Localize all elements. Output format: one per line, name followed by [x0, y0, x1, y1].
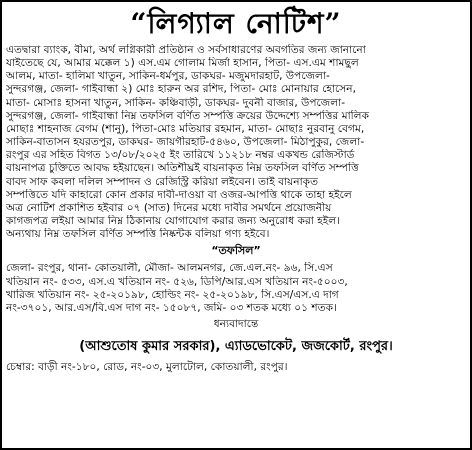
schedule-line: জেলা- রংপুর, থানা- কোতয়ালী, মৌজা- আলমনগর, জে.এল.নং- ৯৬, সি.এস — [6, 262, 333, 275]
body-line: কাগজপত্র লইয়া আমার নিম্ন ঠিকানায় যোগাযোগ করার জন্য অনুরোধ করা হইল। — [6, 215, 340, 228]
schedule-body — [6, 262, 466, 315]
notice-body — [6, 44, 466, 241]
title-row — [6, 4, 466, 44]
body-line: আলম, মাতা- হালিমা খাতুন, সাকিন-ধর্মপুর, ডাকঘর- মজুমদারহাট, উপজেলা- — [6, 70, 330, 83]
body-line: এতদ্বারা ব্যাংক, বীমা, অর্থ লগ্নিকারী প্রতিষ্ঠান ও সর্বসাধারণের অবগতির জন্য জানানো — [6, 44, 366, 56]
body-line: বাবদ সাফ কবলা দলিল সম্পাদন ও রেজিস্ট্রি করিয়া লইবেন। তাই বায়নাকৃত — [6, 175, 319, 188]
body-line: মোছাঃ শাহনাজ বেগম (শানু), পিতা-মোঃ মতিয়ার রহমান, মাতা- মোছাঃ নুরবানু বেগম, — [6, 122, 365, 135]
body-line: মাতা- মোসাঃ হাসনা খাতুন, সাকিন- কঞ্চিবাড়ী, ডাকঘর- দুবনী বাজার, উপজেলা- — [6, 96, 346, 109]
body-line: বায়নাপত্র চুক্তিতে আবদ্ধ হইয়াছেন। অতিশীঘ্রই বায়নাকৃত নিম্ন তফসিল বর্ণিত সম্পত্তি — [6, 162, 359, 175]
signature-line: (আশুতোষ কুমার সরকার), এ্যাডভোকেট, জজকোর্ট, রংপুর। — [79, 338, 393, 354]
schedule-line: খারিজ খতিয়ান নং- ২৫-২০১৯৮, হোল্ডিং নং- ২৫-২০১৯৮, সি.এস/এস.এ দাগ — [6, 288, 339, 301]
body-line: সাকিন-বাতাসন হযরতপুর, ডাকঘর- জায়গীরহাট-৫৪৬০, উপজেলা- মিঠাপুকুর, জেলা- — [6, 136, 365, 149]
notice-title: “লিগ্যাল নোটিশ” — [130, 7, 342, 40]
schedule-heading: “তফসিল” — [211, 244, 261, 258]
body-line: রংপুর এর সহিত বিগত ১৩/০৮/২০২৫ ইং তারিখে ১১২১৮ নম্বর একখন্ড রেজিস্টার্ড — [6, 149, 355, 162]
body-line: সুন্দরগঞ্জ, জেলা- গাইবান্ধা ২) মোঃ হারুন অর রশিদ, পিতা- মোঃ মোনায়ার হোসেন, — [6, 83, 356, 96]
chamber-address: চেম্বার: বাড়ী নং-১৮০, রোড, নং-০৩, মুলাটোল, কোতয়ালী, রংপুর। — [6, 360, 288, 373]
body-line: সুন্দরগঞ্জ, জেলা- গাইবান্ধা নিম্ন তফসিল বর্ণিত সম্পত্তি ক্রয়ের উদ্দেশ্যে সম্পত্তির মালিক — [6, 109, 369, 122]
body-line: অন্যথায় নিম্ন তফসিল বর্ণিত সম্পত্তি নিষ্কন্টক বলিয়া গণ্য হইবে। — [6, 228, 270, 241]
body-line: অত্র নোটিশ প্রকাশিত হইবার ০৭ (সাত) দিনের মধ্যে দাবীর সমর্থনে প্রয়োজনীয় — [6, 201, 332, 214]
body-line: সম্পত্তিতে যদি কাহারো কোন প্রকার দাবী-দাওয়া বা ওজর-আপত্তি থাকে তাহা হইলে — [6, 188, 352, 201]
schedule-line: নং-৩৭০১, আর.এস/বি.এস দাগ নং- ১৫০৮৭, জমি- ০৩ শতক মধ্যে ০১ শতক। — [6, 301, 337, 314]
body-line: যাইতেছে যে, আমার মক্কেল ১) এস.এম গোলাম মির্জা হাসান, পিতা- এস.এম শামছুল — [6, 57, 359, 70]
schedule-line: খতিয়ান নং- ৫৩৩, এস.এ খতিয়ান নং- ৫২৬, ডিপি/আর.এস খতিয়ান নং-৫০০৩, — [6, 275, 348, 288]
closing-thanks: ধন্যবাদান্তে — [213, 317, 259, 330]
